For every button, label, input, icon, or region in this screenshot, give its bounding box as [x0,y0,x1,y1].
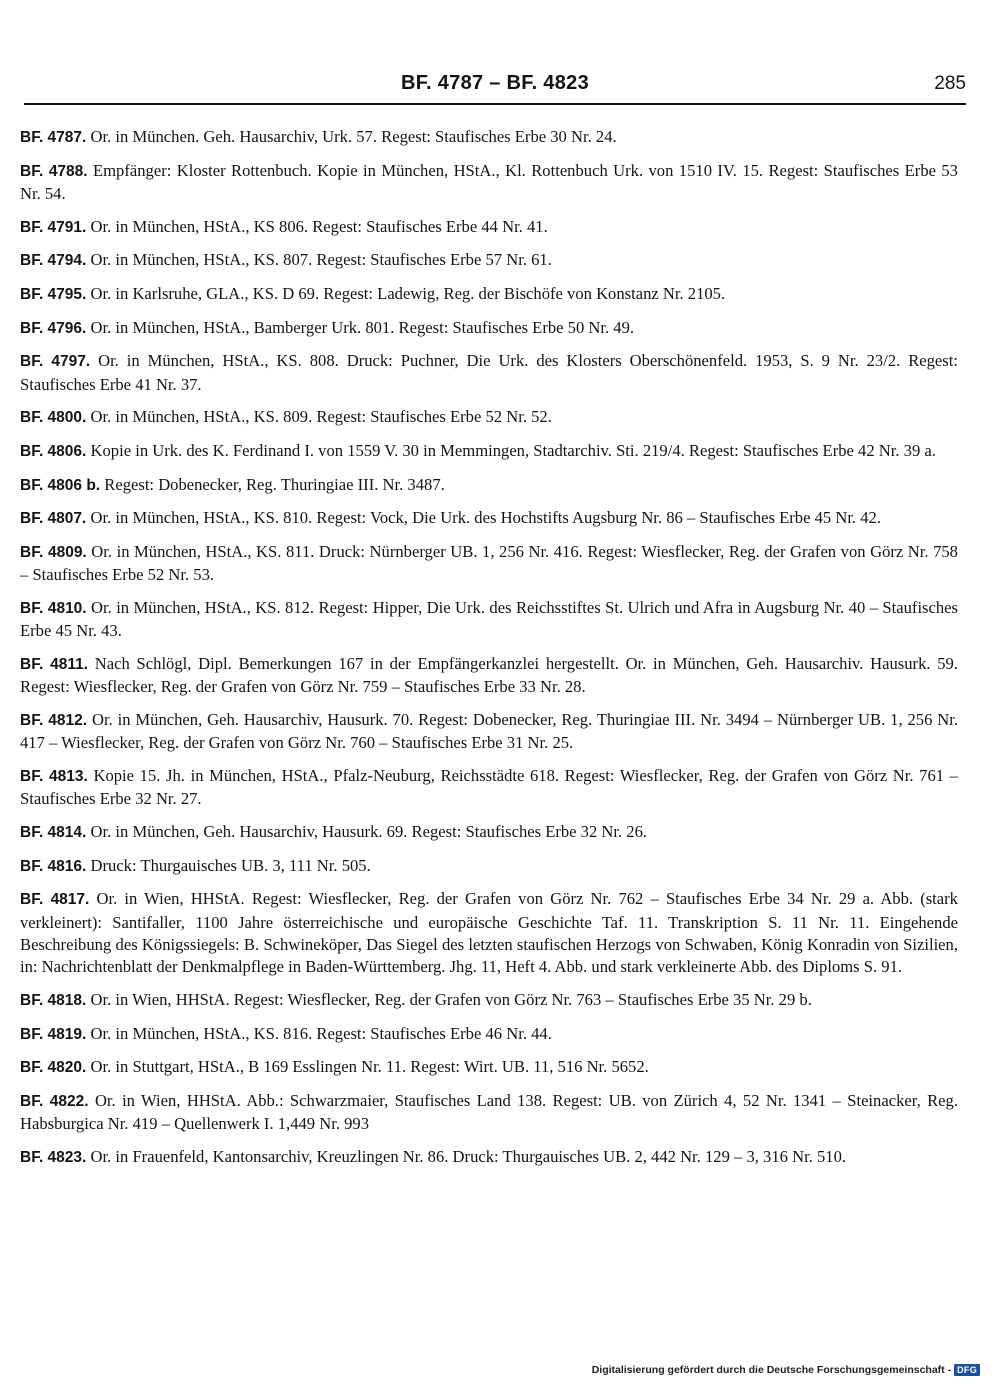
entry-4794 [20,249,958,272]
entry-text: Kopie in Urk. des K. Ferdinand I. von 1559 V. 30 in Memmingen, Stadtarchiv. Sti. 219/4. Regest: Staufisches Erbe 42 Nr. 39 a. [86,441,936,461]
entry-text: Or. in München, HStA., KS. 807. Regest: Staufisches Erbe 57 Nr. 61. [86,250,552,270]
entry-id: BF. 4800. [20,409,87,427]
entry-text: Or. in Karlsruhe, GLA., KS. D 69. Regest: Ladewig, Reg. der Bischöfe von Konstanz Nr. 2105. [86,284,726,304]
header-rule [24,103,966,105]
entry-4823 [20,1146,958,1169]
entry-4797 [20,350,958,396]
entry-text: Or. in Frauenfeld, Kantonsarchiv, Kreuzlingen Nr. 86. Druck: Thurgauisches UB. 2, 442 Nr. 129 – 3, 316 Nr. 510. [86,1147,847,1167]
page-number: 285 [934,73,966,94]
digitization-credit [592,1364,980,1376]
entry-id: BF. 4812. [20,712,88,730]
entry-4796 [20,317,958,340]
entry-text: Or. in Wien, HHStA. Abb.: Schwarzmaier, Staufisches Land 138. Regest: UB. von Zürich 4, 52 Nr. 1341 – Steinacker, Reg. Habsburgica Nr. 419 – Quellenwerk I. 1,449 Nr. 993 [20,1091,958,1134]
entry-text: Or. in Stuttgart, HStA., B 169 Esslingen Nr. 11. Regest: Wirt. UB. 11, 516 Nr. 5652. [86,1057,649,1077]
entry-id: BF. 4806. [20,443,87,461]
entry-text: Regest: Dobenecker, Reg. Thuringiae III. Nr. 3487. [100,474,445,494]
entry-4791 [20,216,958,239]
entry-id: BF. 4788. [20,162,88,180]
entry-4810 [20,597,958,643]
entry-id: BF. 4813. [20,768,88,786]
entry-text: Or. in München, HStA., Bamberger Urk. 801. Regest: Staufisches Erbe 50 Nr. 49. [86,317,635,337]
entry-text: Or. in München, HStA., KS. 808. Druck: Puchner, Die Urk. des Klosters Oberschönenfeld. 1953, S. 9 Nr. 23/2. Regest: Staufisches Erbe 41 Nr. 37. [20,351,958,394]
entry-text: Empfänger: Kloster Rottenbuch. Kopie in München, HStA., Kl. Rottenbuch Urk. von 1510 IV. 15. Regest: Staufisches Erbe 53 Nr. 54. [20,160,958,203]
entry-id: BF. 4817. [20,891,90,909]
credit-text: Digitalisierung gefördert durch die Deutsche Forschungsgemeinschaft - [591,1364,952,1376]
entry-4820 [20,1056,958,1079]
entry-id: BF. 4810. [20,600,87,618]
entry-4787 [20,126,958,149]
entry-text: Or. in München, HStA., KS. 811. Druck: Nürnberger UB. 1, 256 Nr. 416. Regest: Wiesflecker, Reg. der Grafen von Görz Nr. 758 – Staufisches Erbe 52 Nr. 53. [20,542,958,585]
entry-text: Or. in Wien, HHStA. Regest: Wiesflecker, Reg. der Grafen von Görz Nr. 763 – Staufisches Erbe 35 Nr. 29 b. [86,990,812,1010]
entry-id: BF. 4796. [20,319,87,337]
entry-4811 [20,653,958,699]
entry-4788 [20,160,958,206]
entry-4809 [20,541,958,587]
entry-4818 [20,989,958,1012]
entry-id: BF. 4823. [20,1149,87,1167]
entry-4795 [20,283,958,306]
entry-text: Or. in München, HStA., KS 806. Regest: Staufisches Erbe 44 Nr. 41. [86,216,548,236]
entry-id: BF. 4818. [20,992,87,1010]
entry-text: Druck: Thurgauisches UB. 3, 111 Nr. 505. [86,855,371,875]
entry-4819 [20,1023,958,1046]
page-header [24,68,966,102]
entry-id: BF. 4794. [20,252,87,270]
entry-4800 [20,406,958,429]
entry-4806b [20,474,958,497]
entry-text: Kopie 15. Jh. in München, HStA., Pfalz-Neuburg, Reichsstädte 618. Regest: Wiesflecker, Reg. der Grafen von Görz Nr. 761 – Staufisches Erbe 32 Nr. 27. [20,766,958,809]
entry-id: BF. 4806 b. [20,476,101,494]
entry-id: BF. 4791. [20,218,87,236]
entry-text: Or. in München. Geh. Hausarchiv, Urk. 57. Regest: Staufisches Erbe 30 Nr. 24. [86,127,617,146]
entry-id: BF. 4814. [20,824,87,842]
entry-id: BF. 4822. [20,1093,89,1111]
entry-list [20,126,958,1180]
dfg-logo-icon: DFG [954,1364,980,1376]
entry-id: BF. 4807. [20,510,87,528]
entry-id: BF. 4809. [20,544,87,562]
entry-id: BF. 4797. [20,353,91,371]
entry-4806 [20,440,958,463]
running-title: BF. 4787 – BF. 4823 [400,72,590,94]
entry-4813 [20,765,958,811]
entry-id: BF. 4816. [20,857,87,875]
entry-text: Or. in München, HStA., KS. 812. Regest: Hipper, Die Urk. des Reichsstiftes St. Ulrich und Afra in Augsburg Nr. 40 – Staufisches Erbe 45 Nr. 43. [20,598,958,641]
entry-4812 [20,709,958,755]
entry-4807 [20,507,958,530]
entry-id: BF. 4787. [20,129,87,146]
entry-text: Or. in München, Geh. Hausarchiv, Hausurk. 70. Regest: Dobenecker, Reg. Thuringiae III. Nr. 3494 – Nürnberger UB. 1, 256 Nr. 417 – Wiesflecker, Reg. der Grafen von Görz Nr. 760 – Staufisches Erbe 31 Nr. 25. [20,710,958,753]
entry-id: BF. 4811. [20,656,89,674]
entry-4817 [20,888,958,978]
entry-text: Or. in München, HStA., KS. 816. Regest: Staufisches Erbe 46 Nr. 44. [86,1023,552,1043]
entry-id: BF. 4819. [20,1025,87,1043]
entry-text: Or. in München, HStA., KS. 809. Regest: Staufisches Erbe 52 Nr. 52. [86,407,552,427]
entry-id: BF. 4820. [20,1059,87,1077]
entry-text: Or. in München, Geh. Hausarchiv, Hausurk. 69. Regest: Staufisches Erbe 32 Nr. 26. [86,822,648,842]
entry-4822 [20,1090,958,1136]
entry-id: BF. 4795. [20,286,87,304]
entry-text: Or. in München, HStA., KS. 810. Regest: Vock, Die Urk. des Hochstifts Augsburg Nr. 86 – Staufisches Erbe 45 Nr. 42. [86,508,881,528]
entry-4816 [20,855,958,878]
entry-text: Nach Schlögl, Dipl. Bemerkungen 167 in der Empfängerkanzlei hergestellt. Or. in München, Geh. Hausarchiv. Hausurk. 59. Regest: Wiesflecker, Reg. der Grafen von Görz Nr. 759 – Staufisches Erbe 33 Nr. 28. [20,654,958,697]
entry-4814 [20,821,958,844]
entry-text: Or. in Wien, HHStA. Regest: Wiesflecker, Reg. der Grafen von Görz Nr. 762 – Staufisches Erbe 34 Nr. 29 a. Abb. (stark verkleinert): Santifaller, 1100 Jahre österreichische und europäische Geschichte Taf. 11. Transkription S. 11 Nr. 11. Eingehende Beschreibung des Königssiegels: B. Schwineköper, Das Siegel des letzten staufischen Herzogs von Schwaben, König Konradin von Sizilien, in: Nachrichtenblatt der Denkmalpflege in Baden-Württemberg. Jhg. 11, Heft 4. Abb. und stark verkleinerte Abb. des Diploms S. 91. [20,889,958,977]
